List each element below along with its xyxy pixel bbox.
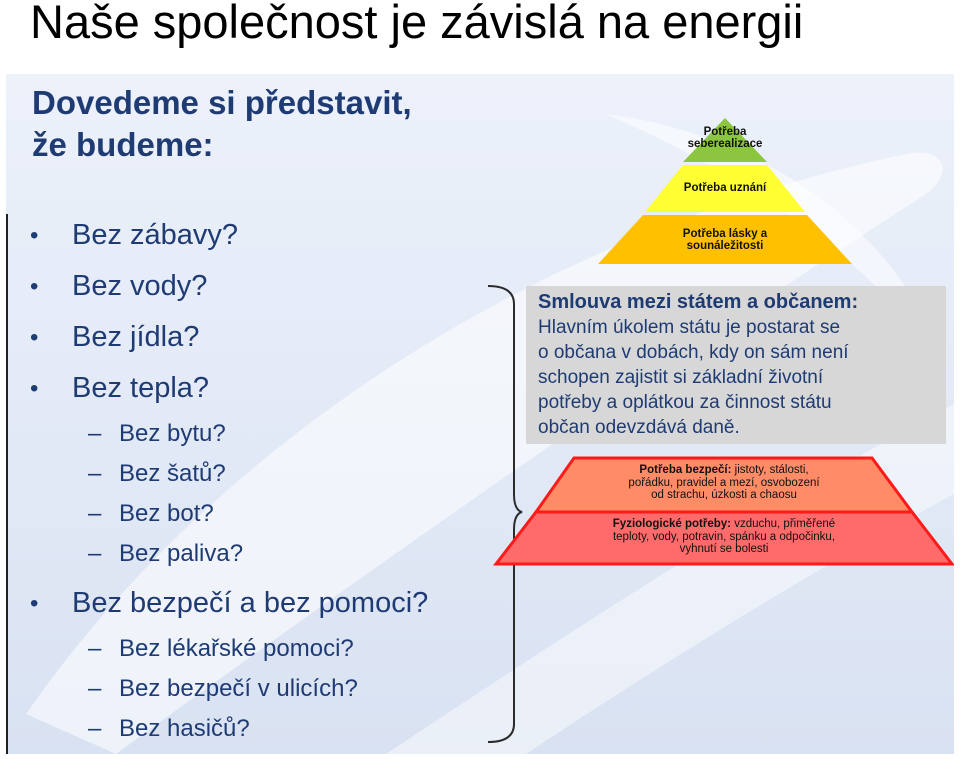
- sub-bullet-item: [26, 414, 428, 454]
- sub-bullet-text: Bez bot?: [119, 500, 214, 527]
- pyramid-label-self-actualization: Potřeba seberealizace: [687, 126, 763, 150]
- pyramid-upper-levels: [590, 118, 860, 266]
- bullet-text: Bez vody?: [72, 270, 208, 302]
- pyramid-label-safety: Potřeba bezpečí: jistoty, stálosti, pořádku, pravidel a mezí, osvobození od strachu, úzkosti a chaosu: [628, 464, 820, 501]
- bullet-text: Bez zábavy?: [72, 219, 239, 251]
- contract-body: Hlavním úkolem státu je postarat se o občana v dobách, kdy on sám není schopen zajistit si základní životní potřeby a oplátkou za činnost státu občan odevzdává daně.: [538, 317, 849, 438]
- bullet-marker: •: [30, 375, 39, 402]
- bullet-item: [26, 578, 428, 629]
- bullet-text: Bez jídla?: [72, 321, 200, 353]
- dash-marker: –: [88, 500, 102, 527]
- bullet-marker: •: [30, 222, 39, 249]
- dash-marker: –: [88, 420, 102, 447]
- pyramid-label-physiological: Fyziologické potřeby: vzduchu, přiměřené teploty, vody, potravin, spánku a odpočinku, vyhnutí se bolesti: [612, 518, 836, 555]
- sub-bullet-item: [26, 629, 428, 669]
- bullet-marker: •: [30, 590, 39, 617]
- sub-bullet-text: Bez lékařské pomoci?: [119, 635, 354, 662]
- sub-bullet-text: Bez šatů?: [119, 460, 226, 487]
- slide-heading: [32, 82, 412, 166]
- bullet-text: Bez tepla?: [72, 372, 210, 404]
- content-panel: [6, 74, 954, 754]
- bullet-item: [26, 312, 428, 363]
- dash-marker: –: [88, 635, 102, 662]
- sub-bullet-item: [26, 454, 428, 494]
- heading-line-2: že budeme:: [32, 126, 214, 163]
- sub-bullet-item: [26, 534, 428, 574]
- contract-title: Smlouva mezi státem a občanem:: [538, 291, 859, 313]
- bullet-text: Bez bezpečí a bez pomoci?: [72, 587, 429, 619]
- sub-bullet-text: Bez paliva?: [119, 540, 244, 567]
- slide-title: Naše společnost je závislá na energii: [30, 0, 804, 48]
- heading-line-1: Dovedeme si představit,: [32, 84, 412, 121]
- dash-marker: –: [88, 540, 102, 567]
- sub-bullet-item: [26, 709, 428, 749]
- sub-bullet-text: Bez hasičů?: [119, 715, 250, 742]
- bullet-item: [26, 210, 428, 261]
- contract-box: [526, 286, 946, 444]
- bullet-list: [26, 210, 428, 749]
- bullet-item: [26, 261, 428, 312]
- pyramid-lower-levels: [492, 456, 954, 568]
- bullet-marker: •: [30, 324, 39, 351]
- sub-bullet-item: [26, 494, 428, 534]
- dash-marker: –: [88, 460, 102, 487]
- sub-bullet-text: Bez bytu?: [119, 420, 226, 447]
- sub-bullet-item: [26, 669, 428, 709]
- bullet-item: [26, 363, 428, 414]
- pyramid-label-esteem: Potřeba uznání: [683, 182, 767, 194]
- pyramid-label-love: Potřeba lásky a sounáležitosti: [682, 228, 768, 252]
- sub-bullet-text: Bez bezpečí v ulicích?: [119, 675, 358, 702]
- dash-marker: –: [88, 715, 102, 742]
- dash-marker: –: [88, 675, 102, 702]
- bullet-marker: •: [30, 273, 39, 300]
